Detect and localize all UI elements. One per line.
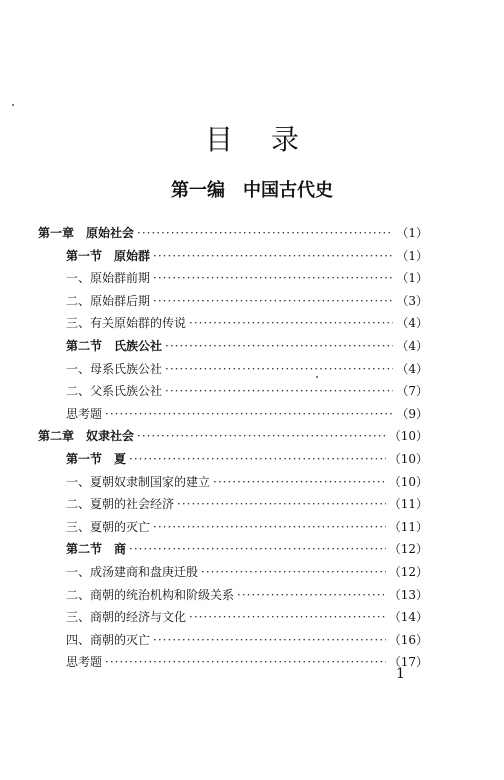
toc-entry-item: [66, 267, 428, 289]
toc-entry-item: [66, 380, 428, 402]
dot-leader: [213, 471, 386, 493]
toc-entry-page: （3）: [396, 294, 428, 308]
toc-entry-item: [66, 629, 428, 651]
dot-leader: [137, 222, 393, 244]
page-title: 目录: [204, 123, 337, 156]
toc-entry-label: 思考题: [66, 407, 103, 421]
toc-entry-page: （13）: [388, 588, 428, 602]
toc-entry-item: [66, 471, 428, 493]
toc-entry-section: [66, 335, 428, 357]
dot-leader: [129, 538, 386, 560]
toc-entry-chapter: [38, 222, 428, 244]
toc-entry-page: （9）: [396, 407, 428, 421]
dot-leader: [165, 358, 393, 380]
toc-entry-page: （4）: [396, 339, 428, 353]
page-number: 1: [396, 666, 405, 682]
toc-entry-page: （16）: [388, 633, 428, 647]
toc-entry-item: [66, 290, 428, 312]
scan-speck: [12, 104, 14, 106]
dot-leader: [137, 425, 386, 447]
dot-leader: [153, 267, 393, 289]
toc-entry-page: （17）: [388, 655, 428, 669]
toc-entry-page: （10）: [388, 429, 428, 443]
toc-entry-label: 一、母系氏族公社: [66, 362, 163, 376]
toc-entry-label: 二、原始群后期: [66, 294, 151, 308]
toc-entry-item: [66, 561, 428, 583]
toc-entry-page: （4）: [396, 316, 428, 330]
toc-entry-label: 第二节 商: [66, 542, 127, 556]
toc-entry-item: [66, 584, 428, 606]
part-heading: 第一编 中国古代史: [171, 180, 333, 201]
toc-entry-page: （10）: [388, 475, 428, 489]
toc-entry-page: （4）: [396, 362, 428, 376]
toc-entry-label: 二、商朝的统治机构和阶级关系: [66, 588, 235, 602]
scan-speck: [316, 376, 318, 378]
dot-leader: [153, 516, 386, 538]
dot-leader: [153, 629, 386, 651]
toc-entry-page: （1）: [396, 226, 428, 240]
toc-entry-label: 一、成汤建商和盘庚迁殷: [66, 565, 199, 579]
dot-leader: [153, 290, 393, 312]
dot-leader: [105, 651, 386, 673]
toc-entry-label: 三、商朝的经济与文化: [66, 610, 187, 624]
toc-entry-label: 第二章 奴隶社会: [38, 429, 135, 443]
toc-entry-section: [66, 245, 428, 267]
toc-entry-item: [66, 403, 428, 425]
toc-entry-section: [66, 538, 428, 560]
toc-entry-page: （7）: [396, 384, 428, 398]
dot-leader: [177, 493, 386, 515]
toc-entry-page: （12）: [388, 542, 428, 556]
toc-entry-item: [66, 606, 428, 628]
toc-entry-page: （11）: [388, 497, 428, 511]
toc-entry-page: （10）: [388, 452, 428, 466]
toc-entry-page: （14）: [388, 610, 428, 624]
toc-entry-item: [66, 358, 428, 380]
toc-entry-label: 第二节 氏族公社: [66, 339, 163, 353]
toc-entry-label: 一、原始群前期: [66, 271, 151, 285]
toc-entry-page: （11）: [388, 520, 428, 534]
toc-entry-label: 三、有关原始群的传说: [66, 316, 187, 330]
dot-leader: [129, 448, 386, 470]
toc-entry-section: [66, 448, 428, 470]
dot-leader: [189, 606, 386, 628]
dot-leader: [153, 245, 393, 267]
dot-leader: [201, 561, 386, 583]
dot-leader: [237, 584, 386, 606]
toc-entry-item: [66, 312, 428, 334]
dot-leader: [165, 380, 393, 402]
toc-entry-label: 第一章 原始社会: [38, 226, 135, 240]
dot-leader: [165, 335, 393, 357]
toc-entry-label: 思考题: [66, 655, 103, 669]
toc-entry-page: （12）: [388, 565, 428, 579]
dot-leader: [105, 403, 393, 425]
toc-entry-label: 一、夏朝奴隶制国家的建立: [66, 475, 211, 489]
toc-entry-label: 二、夏朝的社会经济: [66, 497, 175, 511]
toc-entry-label: 三、夏朝的灭亡: [66, 520, 151, 534]
toc-entry-label: 二、父系氏族公社: [66, 384, 163, 398]
toc-entry-label: 第一节 原始群: [66, 249, 151, 263]
toc-entry-item: [66, 516, 428, 538]
toc-entry-page: （1）: [396, 249, 428, 263]
toc-entry-label: 第一节 夏: [66, 452, 127, 466]
toc-entry-page: （1）: [396, 271, 428, 285]
toc-entry-chapter: [38, 425, 428, 447]
toc-entry-item: [66, 493, 428, 515]
toc-entry-item: [66, 651, 428, 673]
dot-leader: [189, 312, 393, 334]
toc-entry-label: 四、商朝的灭亡: [66, 633, 151, 647]
